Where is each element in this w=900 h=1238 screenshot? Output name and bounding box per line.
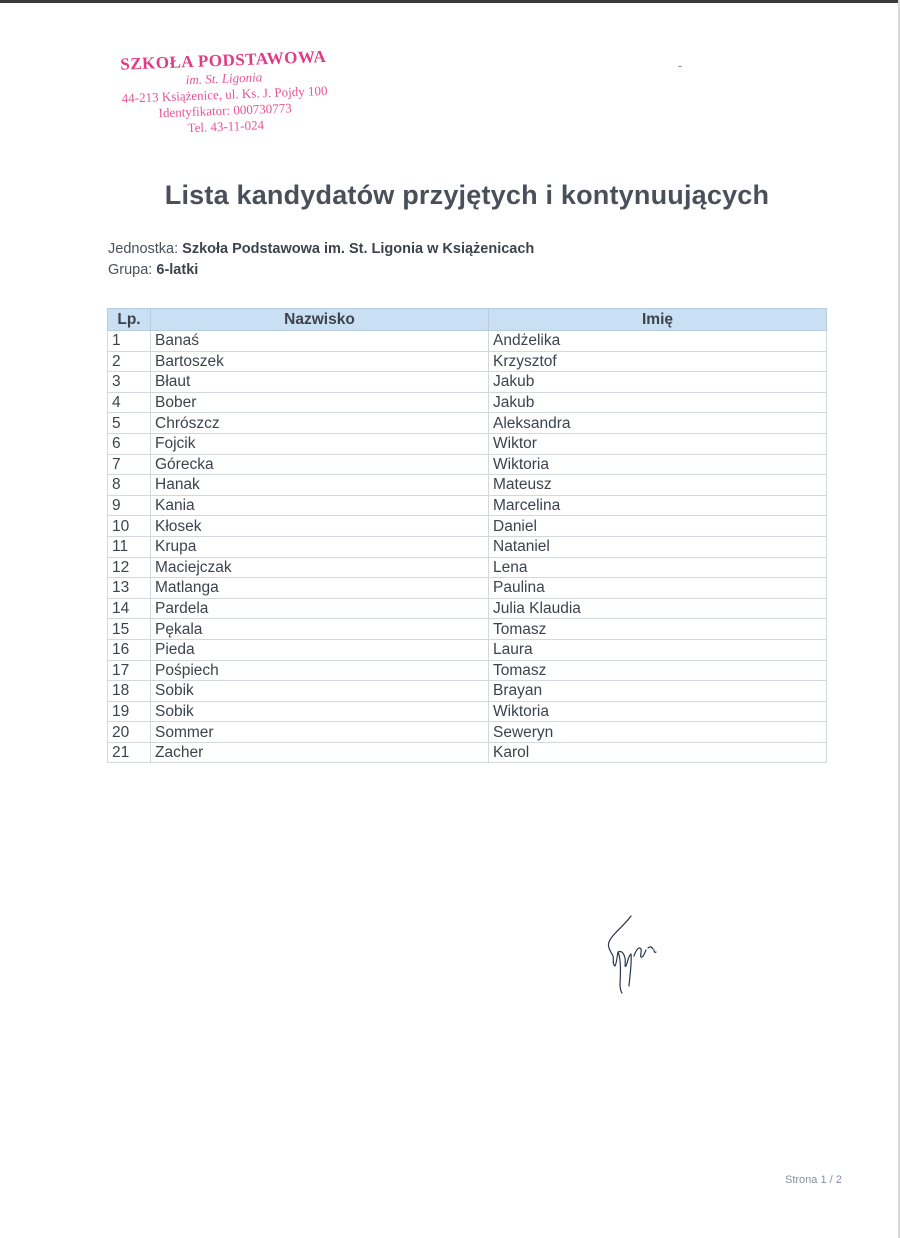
cell-name: Laura bbox=[489, 639, 827, 660]
table-row bbox=[108, 331, 827, 352]
stamp-patron: im. St. Ligonia bbox=[185, 69, 263, 88]
page-title: Lista kandydatów przyjętych i kontynuujących bbox=[164, 180, 770, 210]
cell-name: Julia Klaudia bbox=[489, 598, 827, 619]
table-row bbox=[108, 433, 827, 454]
cell-surname: Sobik bbox=[151, 701, 489, 722]
cell-lp: 13 bbox=[108, 578, 151, 599]
cell-name: Tomasz bbox=[489, 660, 827, 681]
page-number: Strona 1 / 2 bbox=[785, 1174, 842, 1186]
cell-lp: 2 bbox=[108, 351, 151, 372]
cell-name: Jakub bbox=[489, 372, 827, 393]
cell-name: Lena bbox=[489, 557, 827, 578]
cell-surname: Pośpiech bbox=[151, 660, 489, 681]
cell-lp: 21 bbox=[108, 742, 151, 763]
table-header-row bbox=[108, 309, 827, 331]
table-row bbox=[108, 701, 827, 722]
cell-surname: Zacher bbox=[151, 742, 489, 763]
cell-name: Mateusz bbox=[489, 475, 827, 496]
stamp-phone: Tel. 43-11-024 bbox=[187, 117, 265, 136]
cell-lp: 10 bbox=[108, 516, 151, 537]
cell-surname: Górecka bbox=[151, 454, 489, 475]
cell-lp: 17 bbox=[108, 660, 151, 681]
cell-surname: Pękala bbox=[151, 619, 489, 640]
cell-name: Tomasz bbox=[489, 619, 827, 640]
table-row bbox=[108, 413, 827, 434]
table-row bbox=[108, 742, 827, 763]
cell-name: Karol bbox=[489, 742, 827, 763]
table-row bbox=[108, 660, 827, 681]
table-row bbox=[108, 516, 827, 537]
stamp-address: 44-213 Książenice, ul. Ks. J. Pojdy 100 bbox=[121, 82, 328, 106]
group-label: Grupa: bbox=[108, 262, 153, 278]
cell-name: Brayan bbox=[489, 681, 827, 702]
cell-lp: 5 bbox=[108, 413, 151, 434]
cell-name: Jakub bbox=[489, 392, 827, 413]
cell-surname: Bartoszek bbox=[151, 351, 489, 372]
cell-lp: 14 bbox=[108, 598, 151, 619]
cell-surname: Chrószcz bbox=[151, 413, 489, 434]
table-row bbox=[108, 639, 827, 660]
table-row bbox=[108, 557, 827, 578]
school-stamp bbox=[88, 46, 361, 140]
cell-lp: 7 bbox=[108, 454, 151, 475]
table-row bbox=[108, 351, 827, 372]
table-row bbox=[108, 722, 827, 743]
cell-surname: Bober bbox=[151, 392, 489, 413]
cell-surname: Pieda bbox=[151, 639, 489, 660]
table-row bbox=[108, 475, 827, 496]
cell-surname: Banaś bbox=[151, 331, 489, 352]
cell-lp: 16 bbox=[108, 639, 151, 660]
cell-surname: Błaut bbox=[151, 372, 489, 393]
cell-surname: Hanak bbox=[151, 475, 489, 496]
cell-name: Wiktor bbox=[489, 433, 827, 454]
cell-lp: 8 bbox=[108, 475, 151, 496]
cell-lp: 1 bbox=[108, 331, 151, 352]
cell-lp: 9 bbox=[108, 495, 151, 516]
table-row bbox=[108, 454, 827, 475]
stamp-identifier: Identyfikator: 000730773 bbox=[158, 100, 293, 121]
cell-surname: Krupa bbox=[151, 536, 489, 557]
cell-surname: Fojcik bbox=[151, 433, 489, 454]
cell-lp: 3 bbox=[108, 372, 151, 393]
cell-surname: Matlanga bbox=[151, 578, 489, 599]
handwritten-signature-icon bbox=[598, 912, 668, 994]
scan-speck bbox=[678, 66, 682, 67]
cell-name: Paulina bbox=[489, 578, 827, 599]
header-name: Imię bbox=[489, 309, 827, 331]
table-row bbox=[108, 372, 827, 393]
cell-surname: Kania bbox=[151, 495, 489, 516]
table-row bbox=[108, 681, 827, 702]
cell-name: Wiktoria bbox=[489, 701, 827, 722]
group-line bbox=[108, 262, 198, 278]
table-row bbox=[108, 578, 827, 599]
cell-name: Seweryn bbox=[489, 722, 827, 743]
group-value: 6-latki bbox=[156, 262, 199, 278]
cell-surname: Sommer bbox=[151, 722, 489, 743]
table-row bbox=[108, 536, 827, 557]
unit-value: Szkoła Podstawowa im. St. Ligonia w Książenicach bbox=[182, 241, 535, 257]
cell-lp: 19 bbox=[108, 701, 151, 722]
candidates-table bbox=[107, 308, 827, 763]
cell-lp: 15 bbox=[108, 619, 151, 640]
cell-lp: 18 bbox=[108, 681, 151, 702]
table-row bbox=[108, 392, 827, 413]
unit-label: Jednostka: bbox=[108, 241, 179, 257]
cell-name: Marcelina bbox=[489, 495, 827, 516]
table-row bbox=[108, 495, 827, 516]
cell-lp: 11 bbox=[108, 536, 151, 557]
cell-name: Aleksandra bbox=[489, 413, 827, 434]
cell-lp: 6 bbox=[108, 433, 151, 454]
stamp-school-name: SZKOŁA PODSTAWOWA bbox=[119, 46, 327, 74]
cell-name: Daniel bbox=[489, 516, 827, 537]
header-surname: Nazwisko bbox=[151, 309, 489, 331]
scan-top-edge bbox=[0, 0, 900, 3]
cell-lp: 20 bbox=[108, 722, 151, 743]
cell-name: Wiktoria bbox=[489, 454, 827, 475]
table-row bbox=[108, 619, 827, 640]
cell-lp: 4 bbox=[108, 392, 151, 413]
unit-line bbox=[108, 241, 534, 257]
cell-name: Nataniel bbox=[489, 536, 827, 557]
cell-surname: Pardela bbox=[151, 598, 489, 619]
cell-name: Andżelika bbox=[489, 331, 827, 352]
header-lp: Lp. bbox=[108, 309, 151, 331]
cell-surname: Maciejczak bbox=[151, 557, 489, 578]
cell-lp: 12 bbox=[108, 557, 151, 578]
table-row bbox=[108, 598, 827, 619]
cell-surname: Sobik bbox=[151, 681, 489, 702]
cell-name: Krzysztof bbox=[489, 351, 827, 372]
cell-surname: Kłosek bbox=[151, 516, 489, 537]
